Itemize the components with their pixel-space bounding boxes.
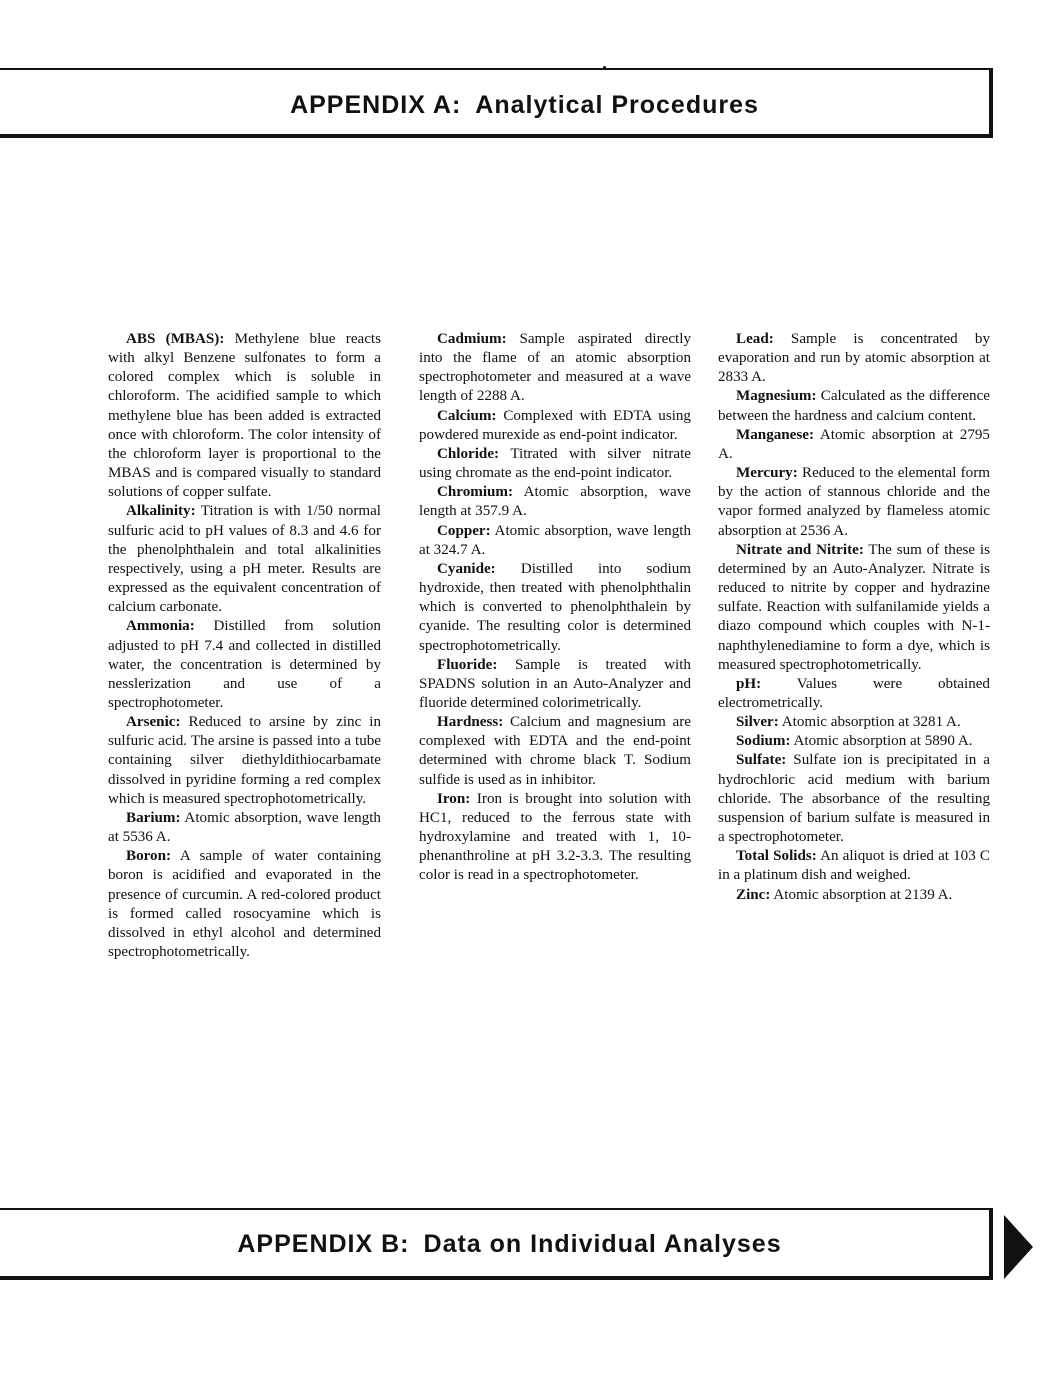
procedure-entry [718,675,990,713]
procedure-entry [419,522,691,560]
procedure-text: Titrated with silver nitrate using chromate as the end-point indicator. [419,445,691,482]
procedure-entry [419,790,691,886]
procedure-entry [108,617,381,713]
procedure-term: Lead: [736,331,774,347]
procedure-entry [419,445,691,483]
appendix-b-banner [0,1208,993,1280]
right-arrow-icon [1002,1213,1036,1281]
appendix-b-heading [237,1230,781,1259]
procedure-entry [718,426,990,464]
procedure-text: Atomic absorption at 2139 A. [773,886,953,903]
procedure-term: Silver: [736,714,779,731]
procedure-text: Atomic absorption at 3281 A. [781,714,961,731]
procedure-text: Titration is with 1/50 normal sulfuric acid to pH values of 8.3 and 4.6 for the phenolphthalein and total alkalinities respectively, using a pH meter. Results are expressed as the equivalent concentration of calcium carbonate. [108,503,381,616]
procedure-term: Boron: [126,848,172,865]
procedure-entry [419,407,691,445]
procedure-text: Sulfate ion is precipitated in a hydrochloric acid medium with barium chloride. The absorbance of the resulting suspension of barium sulfate is measured in a spectrophotometer. [718,752,990,846]
procedure-text: Distilled into sodium hydroxide, then treated with phenolphthalin which is converted to phenolphthalein by cyanide. The resulting color is determined spectrophotometrically. [419,560,691,654]
appendix-a-heading [290,91,759,120]
procedure-term: Cyanide: [437,560,496,577]
procedure-text: Methylene blue reacts with alkyl Benzene sulfonates to form a colored complex which is soluble in chloroform. The acidified sample to which methylene blue has been added is extracted once with chloroform. The color intensity of the chloroform layer is proportional to the MBAS and is compared visually to standard solutions of copper sulfate. [108,331,381,501]
procedure-entry [419,483,691,521]
procedure-text: Atomic absorption, wave length at 5536 A. [108,809,381,846]
procedure-entry [108,502,381,617]
procedure-term: Fluoride: [437,656,498,673]
procedure-term: Manganese: [736,426,814,443]
procedure-entry [718,732,990,751]
appendix-a-title: Analytical Procedures [475,90,759,119]
procedure-term: ABS (MBAS): [126,331,225,347]
procedures-column-2 [419,330,691,886]
procedure-text: Atomic absorption at 5890 A. [793,733,973,750]
procedure-term: Sodium: [736,733,791,750]
procedure-entry [108,330,381,502]
procedure-text: Atomic absorption, wave length at 324.7 A. [419,522,691,558]
procedure-term: Iron: [437,790,471,807]
procedure-entry [419,330,691,407]
procedure-term: Barium: [126,809,181,826]
procedure-text: An aliquot is dried at 103 C in a platinum dish and weighed. [718,848,990,884]
procedure-term: Chloride: [437,445,500,462]
procedure-term: Arsenic: [126,714,181,731]
procedure-entry [718,387,990,425]
procedure-term: Total Solids: [736,848,817,865]
procedure-text: Atomic absorption, wave length at 357.9 A. [419,484,691,520]
procedure-text: Iron is brought into solution with HC1, reduced to the ferrous state with hydroxylamine and treated with 1, 10-phenanthroline at pH 3.2-3.3. The resulting color is read in a spectrophotometer. [419,790,691,884]
procedure-term: Zinc: [736,886,771,903]
procedure-entry [718,886,990,905]
procedure-term: Cadmium: [437,331,507,347]
procedure-text: Complexed with EDTA using powdered murexide as end-point indicator. [419,407,691,443]
procedure-text: Distilled from solution adjusted to pH 7.4 and collected in distilled water, the concentration is determined by nesslerization and use of a spectrophotometer. [108,618,381,711]
procedure-text: Values were obtained electrometrically. [718,675,990,711]
procedure-term: pH: [736,675,762,692]
appendix-a-banner [0,68,993,138]
procedure-text: Atomic absorption at 2795 A. [718,426,990,462]
procedure-term: Nitrate and Nitrite: [736,541,864,558]
procedure-term: Ammonia: [126,618,195,635]
procedure-entry [718,847,990,885]
procedure-entry [108,847,381,962]
procedure-text: Reduced to arsine by zinc in sulfuric acid. The arsine is passed into a tube containing silver diethyldithiocarbamate dissolved in pyridine forming a red complex which is measured spectrophotometrically. [108,714,381,807]
procedure-text: The sum of these is determined by an Auto-Analyzer. Nitrate is reduced to nitrite by copper and hydrazine sulfate. Reaction with sulfanilamide yields a diazo compound which couples with N-1-naphthylenediamine to form a dye, which is measured spectrophotometrically. [718,541,990,673]
procedure-term: Copper: [437,522,491,539]
procedure-entry [108,809,381,847]
procedure-term: Sulfate: [736,752,787,769]
procedure-text: A sample of water containing boron is acidified and evaporated in the presence of curcumin. A red-colored product is formed called rosocyamine which is dissolved in ethyl alcohol and determined spectrophotometrically. [108,848,381,960]
procedure-text: Reduced to the elemental form by the action of stannous chloride and the vapor formed analyzed by flameless atomic absorption at 2536 A. [718,465,990,539]
procedure-entry [718,751,990,847]
procedure-term: Chromium: [437,484,514,501]
procedure-text: Calcium and magnesium are complexed with EDTA and the end-point determined with chrome black T. Sodium sulfide is used as in inhibitor. [419,714,691,788]
procedure-entry [718,713,990,732]
procedure-term: Mercury: [736,465,798,482]
appendix-a-label: APPENDIX A: [290,90,462,119]
appendix-b-label: APPENDIX B: [237,1229,410,1258]
procedure-entry [419,656,691,713]
procedure-entry [718,464,990,541]
procedure-term: Hardness: [437,714,504,731]
appendix-b-title: Data on Individual Analyses [423,1229,782,1258]
procedure-entry [108,713,381,809]
procedure-text: Sample aspirated directly into the flame of an atomic absorption spectrophotometer and measured at a wave length of 2288 A. [419,331,691,405]
procedure-term: Calcium: [437,407,497,424]
procedures-column-1 [108,330,381,962]
procedure-term: Alkalinity: [126,503,196,520]
procedure-text: Sample is concentrated by evaporation and run by atomic absorption at 2833 A. [718,331,990,386]
procedure-entry [419,713,691,790]
procedure-entry [718,541,990,675]
procedures-column-3 [718,330,990,905]
procedure-entry [419,560,691,656]
procedure-text: Calculated as the difference between the hardness and calcium content. [718,388,990,424]
procedure-entry [718,330,990,387]
procedure-text: Sample is treated with SPADNS solution in an Auto-Analyzer and fluoride determined colorimetrically. [419,656,691,711]
procedure-term: Magnesium: [736,388,817,405]
